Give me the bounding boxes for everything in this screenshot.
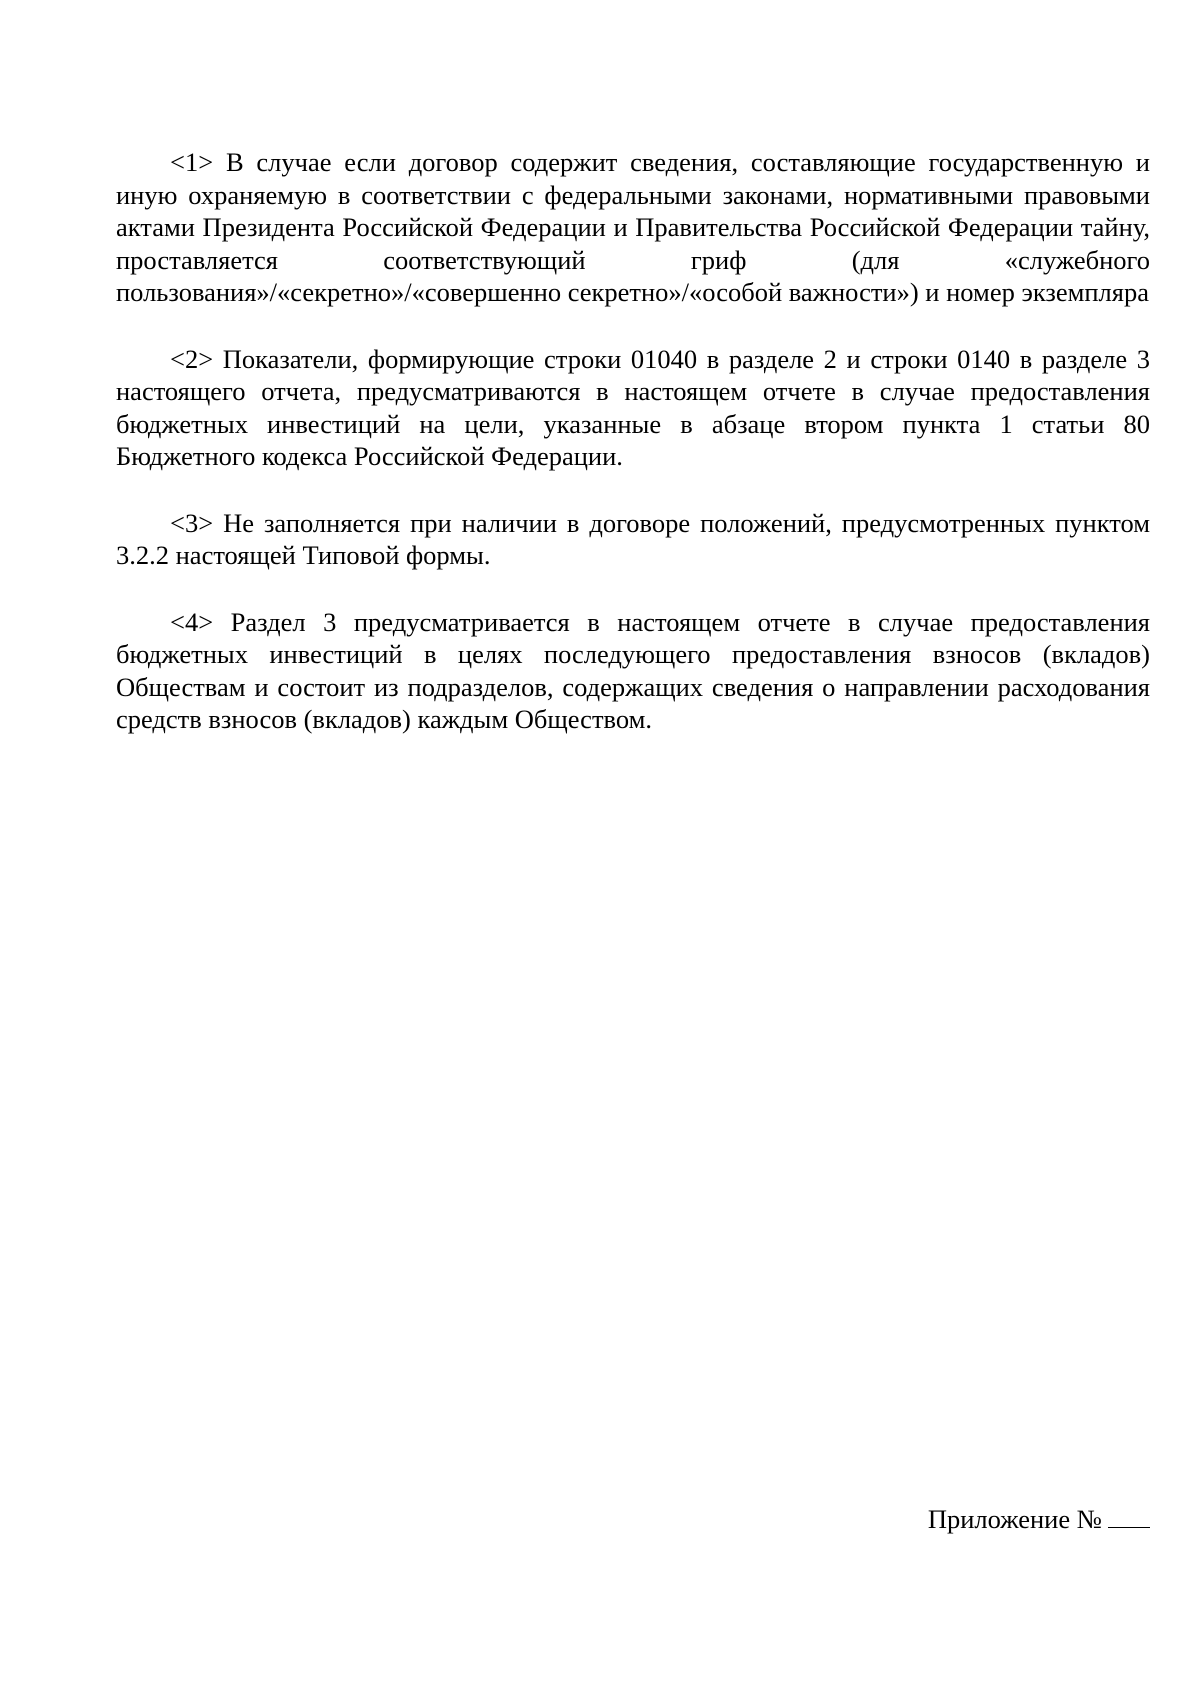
appendix-heading <box>928 1503 1150 1535</box>
appendix-number-blank <box>1108 1505 1150 1528</box>
footnote-2: <2> Показатели, формирующие строки 01040 в разделе 2 и строки 0140 в разделе 3 настоящего отчета, предусматриваются в настоящем отчете в случае предоставления бюджетных инвестиций на цели, указанные в абзаце втором пункта 1 статьи 80 Бюджетного кодекса Российской Федерации. <box>116 343 1150 471</box>
footnote-4: <4> Раздел 3 предусматривается в настоящем отчете в случае предоставления бюджетных инвестиций в целях последующего предоставления взносов (вкладов) Обществам и состоит из подразделов, содержащих сведения о направлении расходования средств взносов (вкладов) каждым Обществом. <box>116 606 1150 734</box>
appendix-label: Приложение № <box>927 1504 1102 1534</box>
footnotes-section <box>116 146 1150 770</box>
footnote-3: <3> Не заполняется при наличии в договоре положений, предусмотренных пунктом 3.2.2 настоящей Типовой формы. <box>116 507 1150 570</box>
footnote-1: <1> В случае если договор содержит сведения, составляющие государственную и иную охраняемую в соответствии с федеральными законами, нормативными правовыми актами Президента Российской Федерации и Правительства Российской Федерации тайну, проставляется соответствующий гриф (для «служебного пользования»/«секретно»/«совершенно секретно»/«особой важности») и номер экземпляра <box>116 147 1150 307</box>
